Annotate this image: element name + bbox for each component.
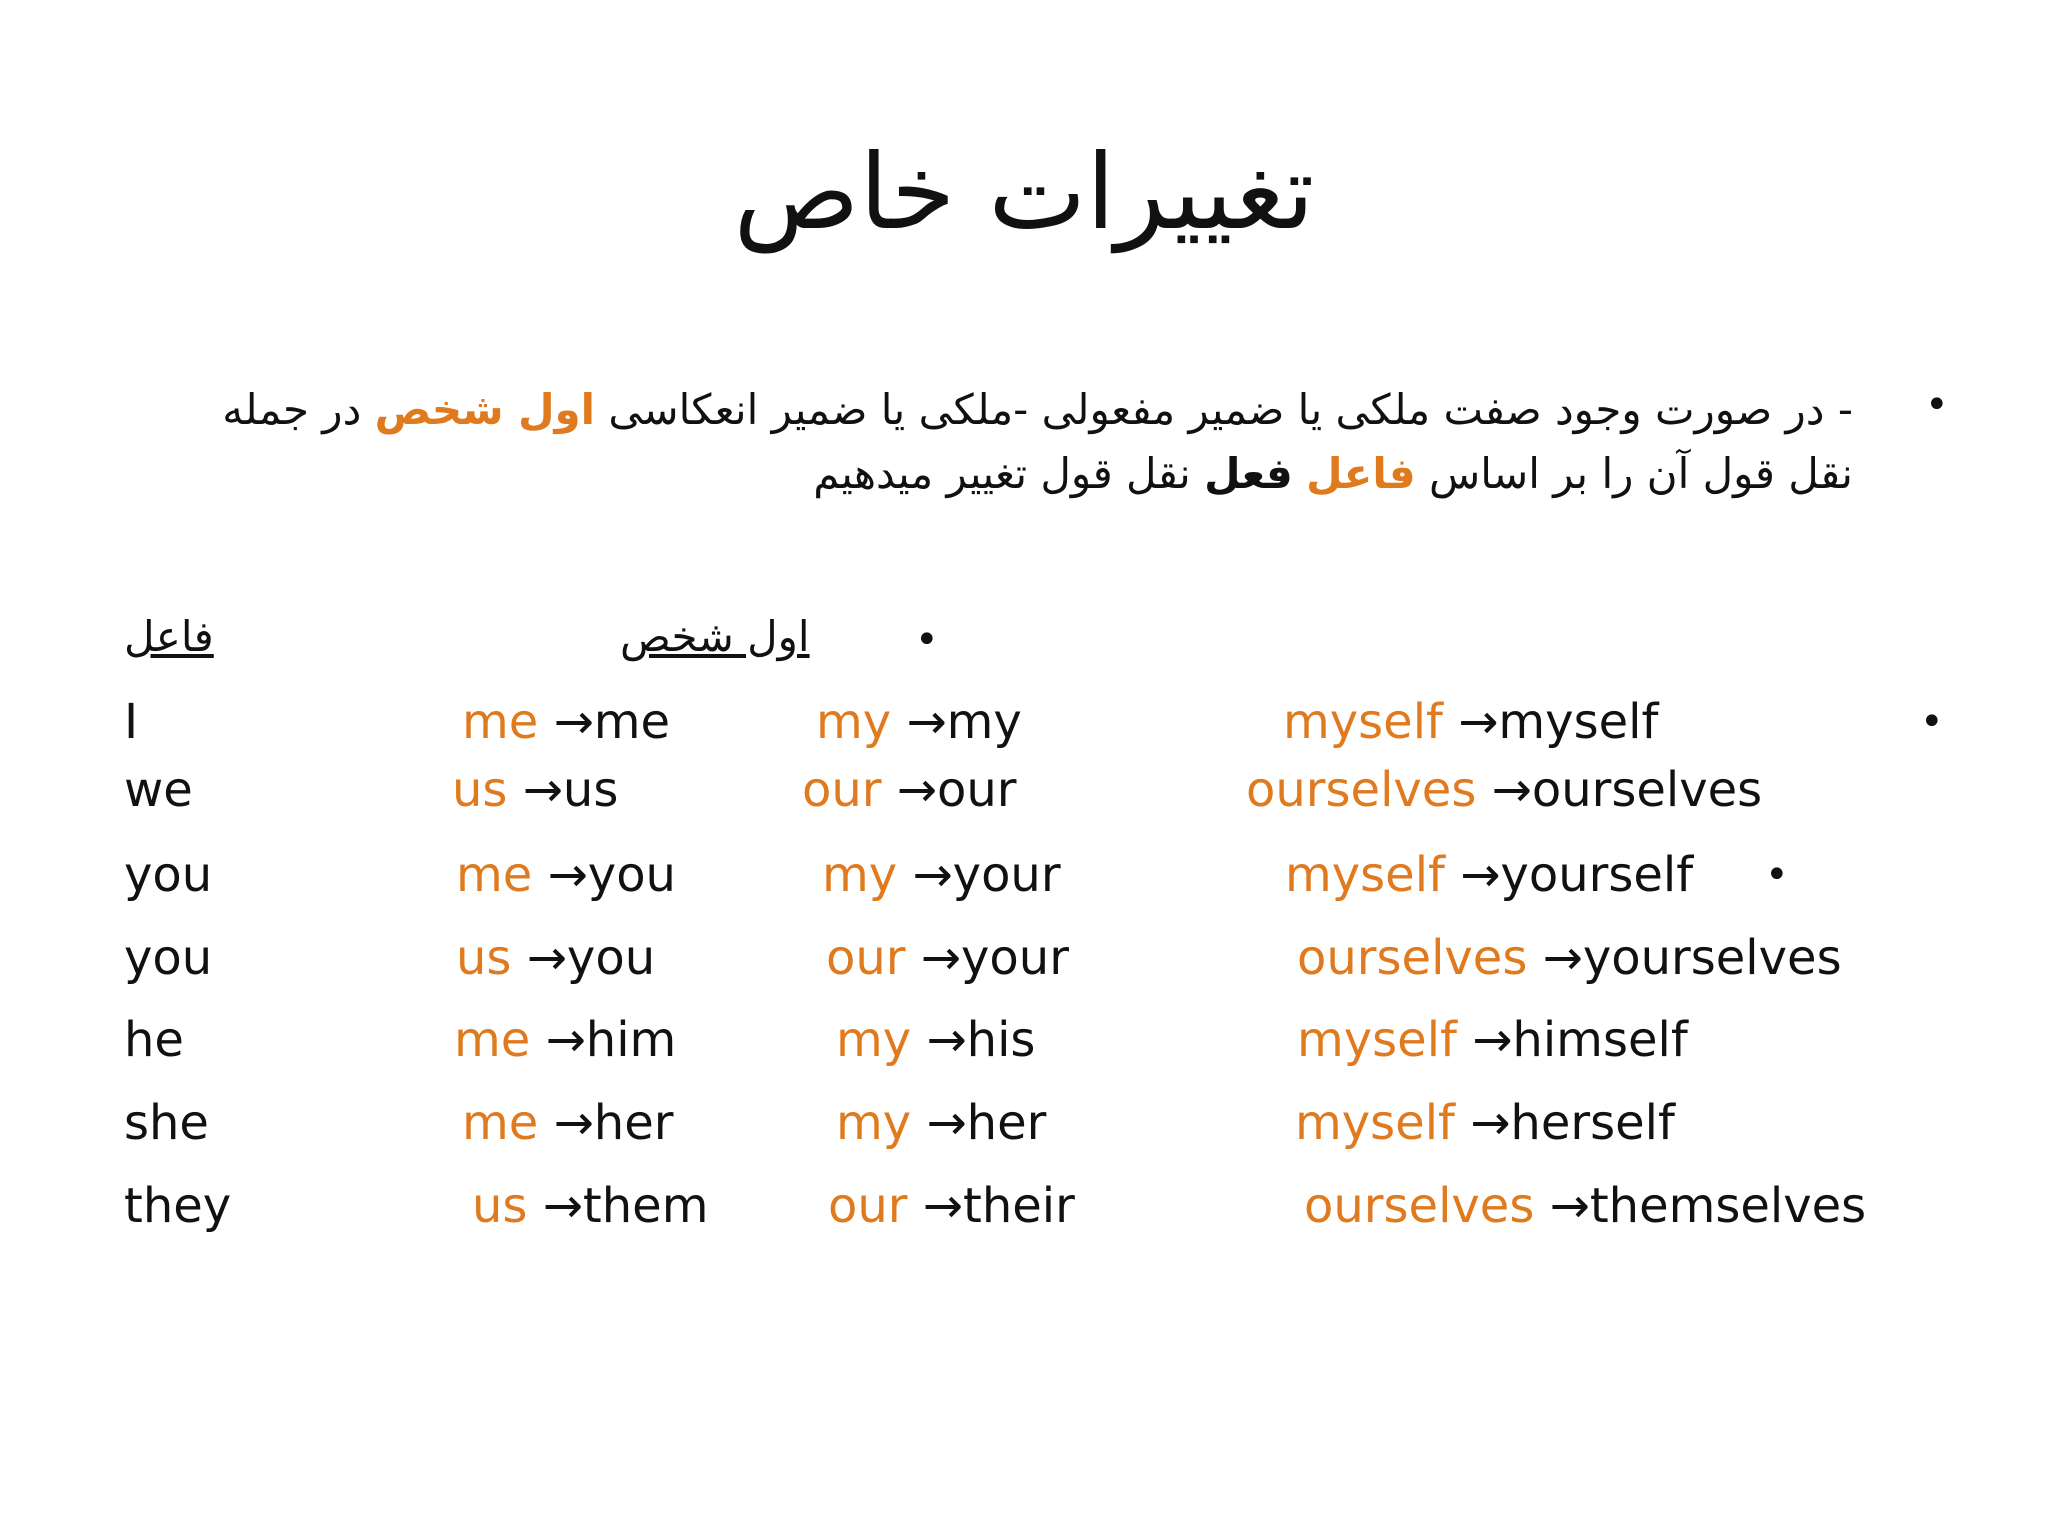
reported-form: her (966, 1095, 1047, 1151)
object-pronoun-change (454, 1010, 676, 1070)
reported-form: them (582, 1178, 709, 1234)
reflexive-pronoun-change (1283, 692, 1658, 752)
original-form: my (836, 1095, 912, 1151)
reported-form: myself (1498, 694, 1659, 750)
possessive-adjective-change (816, 692, 1022, 752)
reported-form: your (952, 847, 1061, 903)
original-form: us (452, 762, 508, 818)
reflexive-pronoun-change (1285, 845, 1693, 905)
reported-form: himself (1512, 1012, 1688, 1068)
subject-pronoun: I (124, 694, 139, 750)
reported-form: their (963, 1178, 1075, 1234)
original-form: our (802, 762, 882, 818)
original-form: us (472, 1178, 528, 1234)
headings-bullet: • (915, 617, 939, 663)
paragraph-text-4: نقل قول تغییر میدهیم (813, 449, 1205, 498)
paragraph-text-1: - در صورت وجود صفت ملکی یا ضمیر مفعولی -ملکی یا ضمیر انعکاسی (595, 385, 1853, 434)
reported-form: you (587, 847, 676, 903)
subject-pronoun: they (124, 1178, 232, 1234)
possessive-adjective-change (802, 760, 1017, 820)
arrow-icon: → (553, 1095, 594, 1151)
arrow-icon: → (1460, 847, 1501, 903)
possessive-adjective-change (828, 1176, 1075, 1236)
original-form: myself (1285, 847, 1445, 903)
paragraph-text-3 (1293, 449, 1306, 498)
reported-form: you (566, 930, 656, 986)
original-form: our (826, 930, 906, 986)
arrow-icon: → (542, 1178, 583, 1234)
object-pronoun-change (456, 845, 676, 905)
object-pronoun-change (452, 760, 618, 820)
arrow-icon: → (1472, 1012, 1513, 1068)
reflexive-pronoun-change (1297, 928, 1842, 988)
arrow-icon: → (547, 847, 588, 903)
original-form: ourselves (1246, 762, 1477, 818)
reflexive-pronoun-change (1297, 1010, 1688, 1070)
object-pronoun-change (472, 1176, 708, 1236)
original-form: ourselves (1304, 1178, 1535, 1234)
row-bullet: • (1765, 852, 1789, 898)
reflexive-pronoun-change (1246, 760, 1762, 820)
highlight-first-person: اول شخص (374, 385, 596, 434)
original-form: my (816, 694, 892, 750)
reported-form: my (946, 694, 1022, 750)
possessive-adjective-change (826, 928, 1069, 988)
reported-form: him (585, 1012, 677, 1068)
arrow-icon: → (926, 1012, 967, 1068)
original-form: me (456, 847, 533, 903)
reported-form: yourselves (1582, 930, 1842, 986)
highlight-subject: فاعل (1306, 449, 1416, 498)
reported-form: me (593, 694, 671, 750)
arrow-icon: → (922, 1178, 964, 1234)
reported-form: themselves (1589, 1178, 1867, 1234)
original-form: my (836, 1012, 912, 1068)
arrow-icon: → (526, 930, 567, 986)
reported-form: herself (1510, 1095, 1675, 1151)
original-form: myself (1297, 1012, 1457, 1068)
table-row (0, 760, 2048, 820)
object-pronoun-change (462, 692, 670, 752)
arrow-icon: → (896, 762, 938, 818)
possessive-adjective-change (822, 845, 1061, 905)
possessive-adjective-change (836, 1010, 1035, 1070)
table-row (0, 1010, 2048, 1070)
original-form: me (462, 1095, 539, 1151)
subject-pronoun: he (124, 1012, 184, 1068)
reported-form: us (562, 762, 619, 818)
intro-paragraph (173, 378, 1853, 506)
original-form: me (454, 1012, 531, 1068)
subject-pronoun: you (124, 847, 213, 903)
table-row (0, 692, 2048, 752)
arrow-icon: → (1470, 1095, 1511, 1151)
heading-first-person: اول شخص (620, 612, 810, 661)
arrow-icon: → (1491, 762, 1532, 818)
arrow-icon: → (1549, 1178, 1590, 1234)
arrow-icon: → (522, 762, 563, 818)
original-form: our (828, 1178, 908, 1234)
arrow-icon: → (906, 694, 947, 750)
reported-form: her (593, 1095, 674, 1151)
object-pronoun-change (456, 928, 655, 988)
reflexive-pronoun-change (1295, 1093, 1675, 1153)
reflexive-pronoun-change (1304, 1176, 1866, 1236)
possessive-adjective-change (836, 1093, 1046, 1153)
table-row (0, 1093, 2048, 1153)
table-row (0, 845, 2048, 905)
original-form: ourselves (1297, 930, 1528, 986)
subject-pronoun: we (124, 762, 193, 818)
slide-title: تغییرات خاص (733, 131, 1315, 253)
paragraph-text-2: در جمله نقل قول آن را بر اساس (222, 385, 1853, 498)
bold-verb: فعل (1204, 449, 1293, 498)
reported-form: our (937, 762, 1017, 818)
reported-form: his (966, 1012, 1036, 1068)
subject-pronoun: she (124, 1095, 209, 1151)
original-form: myself (1295, 1095, 1455, 1151)
original-form: my (822, 847, 898, 903)
reported-form: your (961, 930, 1069, 986)
original-form: us (456, 930, 512, 986)
arrow-icon: → (926, 1095, 967, 1151)
subject-pronoun: you (124, 930, 213, 986)
original-form: myself (1283, 694, 1443, 750)
arrow-icon: → (920, 930, 962, 986)
arrow-icon: → (545, 1012, 586, 1068)
reported-form: yourself (1500, 847, 1694, 903)
original-form: me (462, 694, 539, 750)
paragraph-bullet: • (1925, 382, 1949, 428)
heading-subject: فاعل (124, 612, 214, 661)
arrow-icon: → (1458, 694, 1499, 750)
row-bullet: • (1920, 699, 1944, 745)
arrow-icon: → (912, 847, 953, 903)
reported-form: ourselves (1531, 762, 1763, 818)
object-pronoun-change (462, 1093, 673, 1153)
table-row (0, 1176, 2048, 1236)
table-row (0, 928, 2048, 988)
arrow-icon: → (553, 694, 594, 750)
arrow-icon: → (1542, 930, 1583, 986)
